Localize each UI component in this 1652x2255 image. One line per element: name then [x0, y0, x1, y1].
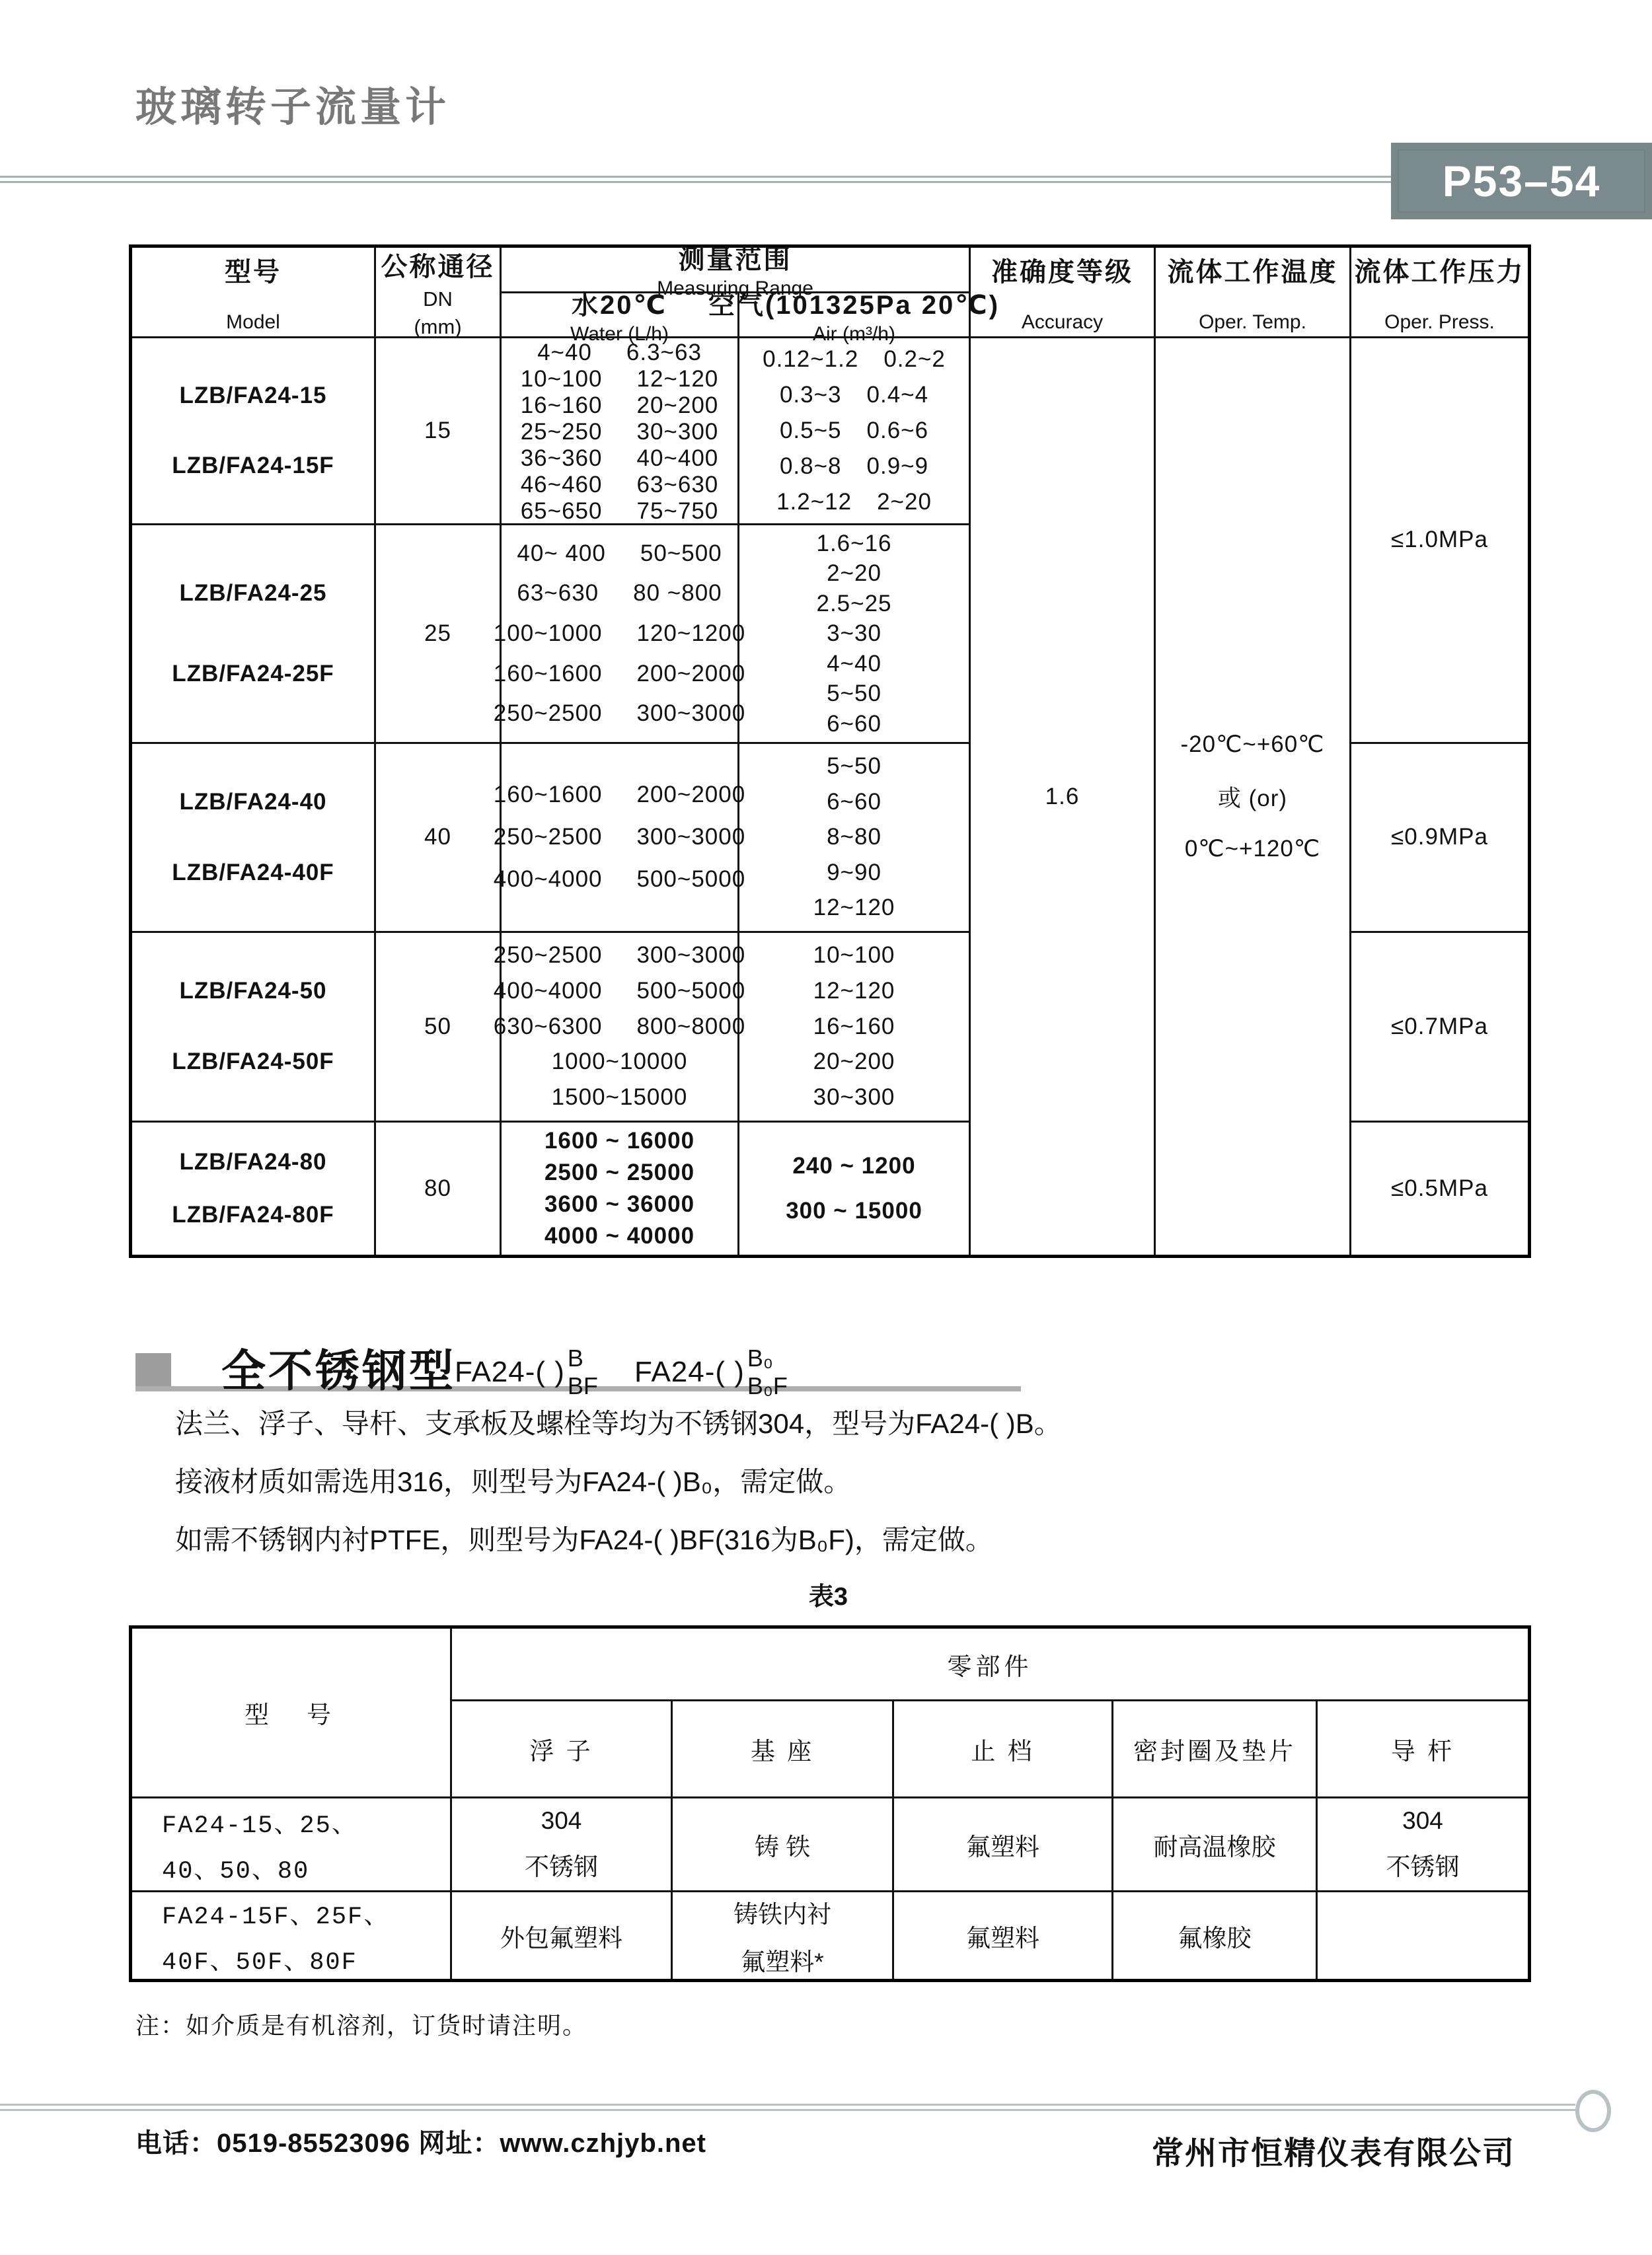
- formula-prefix: FA24-( ): [455, 1356, 565, 1388]
- header-rule: [0, 181, 1396, 183]
- col-header-air: 空气(101325Pa 20℃) Air (m³/h): [708, 290, 1000, 345]
- water-range-cell: 250~2500 300~3000 400~4000 500~5000 630~6300 800~8000 1000~10000 1500~15000: [501, 932, 739, 1121]
- base-material-cell: 铸铁内衬 氟塑料*: [672, 1892, 893, 1981]
- air-range-cell: 1.6~16 2~20 2.5~25 3~30 4~40 5~50 6~60: [739, 525, 970, 743]
- base-material-cell: 铸 铁: [672, 1798, 893, 1892]
- footer-company-name: 常州市恒精仪表有限公司: [1151, 2136, 1515, 2171]
- col-header-guide-rod: 导 杆: [1317, 1701, 1530, 1798]
- section-bullet-square: [135, 1353, 171, 1389]
- water-range-cell: 160~1600 200~2000 250~2500 300~3000 400~4000 500~5000: [501, 743, 739, 932]
- dn-cell: 25: [375, 525, 501, 743]
- guide-rod-material-cell: [1317, 1892, 1530, 1981]
- page-number-badge: [1391, 143, 1652, 219]
- table3-header-row: [131, 1627, 1530, 1701]
- page-number: P53–54: [1442, 157, 1601, 205]
- table3-label: 表3: [808, 1583, 848, 1611]
- footer-rule: [0, 2104, 1575, 2106]
- float-material-cell: 外包氟塑料: [451, 1892, 672, 1981]
- col-header-seal-gasket: 密封圈及垫片: [1113, 1701, 1317, 1798]
- col-header-oper-temp: 流体工作温度 Oper. Temp.: [1155, 246, 1351, 338]
- footer-ring-ornament: [1575, 2090, 1611, 2132]
- dn-cell: 80: [375, 1121, 501, 1256]
- model-cell: LZB/FA24-25 LZB/FA24-25F: [131, 525, 375, 743]
- dn-cell: 15: [375, 338, 501, 525]
- col-header-base: 基 座: [672, 1701, 893, 1798]
- dn-cell: 40: [375, 743, 501, 932]
- header-rule: [0, 176, 1396, 178]
- table3-note: 注：如介质是有机溶剂，订货时请注明。: [135, 2012, 588, 2039]
- model-cell: LZB/FA24-40 LZB/FA24-40F: [131, 743, 375, 932]
- parts-material-table: [129, 1625, 1531, 1982]
- col-header-stopper: 止 档: [893, 1701, 1113, 1798]
- stopper-material-cell: 氟塑料: [893, 1798, 1113, 1892]
- col-header-float: 浮 子: [451, 1701, 672, 1798]
- float-material-cell: 304 不锈钢: [451, 1798, 672, 1892]
- footer-rule: [0, 2109, 1575, 2111]
- model-cell: LZB/FA24-15 LZB/FA24-15F: [131, 338, 375, 525]
- oper-temp-cell: -20℃~+60℃ 或 (or) 0℃~+120℃: [1155, 338, 1351, 1257]
- table3-row: [131, 1798, 1530, 1892]
- water-range-cell: 4~40 6.3~63 10~100 12~120 16~160 20~200 25~250 30~300 36~360 40~400 46~460 63~630 65~650 75~750: [501, 338, 739, 525]
- oper-press-cell: ≤0.5MPa: [1351, 1121, 1530, 1256]
- table-row: [131, 338, 1530, 525]
- air-range-cell: 0.12~1.2 0.2~2 0.3~3 0.4~4 0.5~5 0.6~6 0.8~8 0.9~9 1.2~12 2~20: [739, 338, 970, 525]
- accuracy-cell: 1.6: [970, 338, 1155, 1257]
- model-cell: FA24-15、25、 40、50、80: [131, 1798, 451, 1892]
- air-range-cell: 10~100 12~120 16~160 20~200 30~300: [739, 932, 970, 1121]
- air-range-cell: 240 ~ 1200 300 ~ 15000: [739, 1121, 970, 1256]
- col-header-parts: 零部件: [451, 1627, 1530, 1701]
- guide-rod-material-cell: 304 不锈钢: [1317, 1798, 1530, 1892]
- water-range-cell: 1600 ~ 16000 2500 ~ 25000 3600 ~ 36000 4000 ~ 40000: [501, 1121, 739, 1256]
- model-cell: FA24-15F、25F、 40F、50F、80F: [131, 1892, 451, 1981]
- model-formula: [634, 1345, 788, 1400]
- dn-cell: 50: [375, 932, 501, 1121]
- air-range-cell: 5~50 6~60 8~80 9~90 12~120: [739, 743, 970, 932]
- table3-row: [131, 1892, 1530, 1981]
- formula-prefix: FA24-( ): [634, 1356, 745, 1388]
- oper-press-cell: ≤0.9MPa: [1351, 743, 1530, 932]
- section-title: 全不锈钢型: [221, 1347, 456, 1396]
- model-cell: LZB/FA24-50 LZB/FA24-50F: [131, 932, 375, 1121]
- oper-press-cell: ≤0.7MPa: [1351, 932, 1530, 1121]
- formula-suffix-stack: B BF: [567, 1345, 598, 1399]
- col-header-model: 型号 Model: [131, 246, 375, 338]
- seal-material-cell: 耐高温橡胶: [1113, 1798, 1317, 1892]
- seal-material-cell: 氟橡胶: [1113, 1892, 1317, 1981]
- water-range-cell: 40~ 400 50~500 63~630 80 ~800 100~1000 120~1200 160~1600 200~2000 250~2500 300~3000: [501, 525, 739, 743]
- col-header-accuracy: 准确度等级 Accuracy: [970, 246, 1155, 338]
- page-title: 玻璃转子流量计: [135, 85, 451, 130]
- stopper-material-cell: 氟塑料: [893, 1892, 1113, 1981]
- col-header-dn: 公称通径 DN (mm): [375, 246, 501, 338]
- col-header-model: 型 号: [131, 1627, 451, 1798]
- model-cell: LZB/FA24-80 LZB/FA24-80F: [131, 1121, 375, 1256]
- footer-contact: 电话：0519-85523096 网址：www.czhjyb.net: [135, 2129, 706, 2158]
- spec-table: [129, 244, 1531, 1258]
- model-formula: [455, 1345, 598, 1400]
- col-header-water: 水20℃ Water (L/h): [501, 292, 739, 338]
- col-header-oper-press: 流体工作压力 Oper. Press.: [1351, 246, 1530, 338]
- oper-press-cell: ≤1.0MPa: [1351, 338, 1530, 743]
- col-header-measuring-range: 测量范围 Measuring Range: [501, 246, 970, 293]
- section-paragraph: 法兰、浮子、导杆、支承板及螺栓等均为不锈钢304，型号为FA24-( )B。 接液材质如需选用316，则型号为FA24-( )B₀，需定做。 如需不锈钢内衬PTFE，则型号为FA24-( )BF(316为B₀F)，需定做。: [175, 1408, 1062, 1555]
- formula-suffix-stack: B₀ B₀F: [747, 1345, 788, 1399]
